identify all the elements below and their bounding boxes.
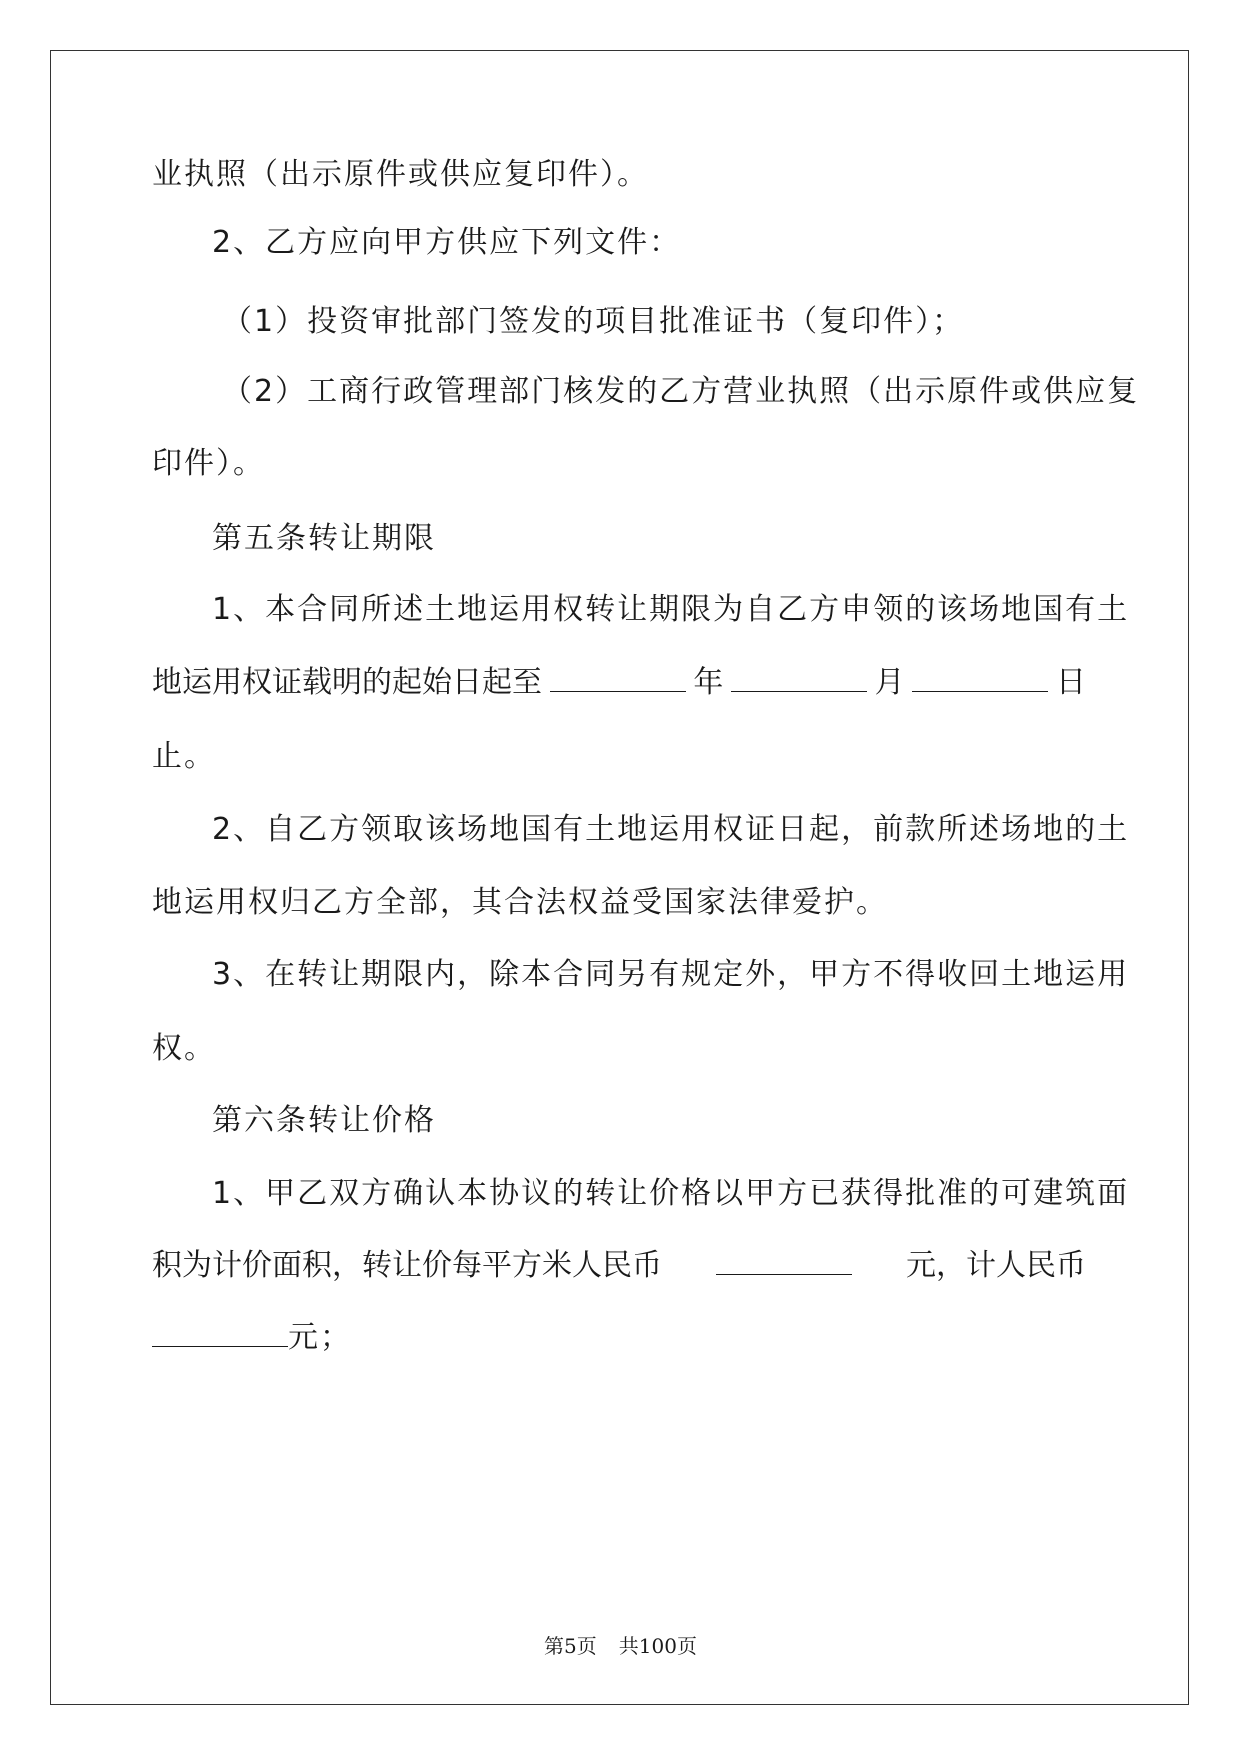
blank-field (550, 663, 686, 692)
paragraph-line: 1、本合同所述土地运用权转让期限为自乙方申领的该场地国有土 (212, 592, 1130, 627)
paragraph-line: 2、自乙方领取该场地国有土地运用权证日起，前款所述场地的土 (212, 812, 1130, 847)
blank-field (716, 1246, 852, 1275)
term-line (152, 663, 1086, 703)
blank-field (731, 663, 867, 692)
paragraph-line: 1、甲乙双方确认本协议的转让价格以甲方已获得批准的可建筑面 (212, 1176, 1130, 1211)
term-year-label: 年 (693, 665, 724, 700)
paragraph-line: 2、乙方应向甲方供应下列文件： (212, 225, 682, 260)
total-line (152, 1318, 352, 1358)
page-total: 共100页 (618, 1634, 697, 1658)
paragraph-line: 地运用权归乙方全部，其合法权益受国家法律爱护。 (152, 885, 888, 920)
blank-field (152, 1318, 288, 1347)
paragraph-line: （2）工商行政管理部门核发的乙方营业执照（出示原件或供应复 (222, 374, 1140, 409)
section-heading: 第五条转让期限 (212, 521, 436, 556)
term-month-label: 月 (874, 665, 905, 700)
page-border (50, 50, 1189, 1705)
section-heading: 第六条转让价格 (212, 1103, 436, 1138)
page-number: 第5页 (544, 1634, 597, 1658)
price-line (152, 1246, 1086, 1286)
total-suffix: 元； (288, 1320, 352, 1355)
paragraph-line: 业执照（出示原件或供应复印件）。 (152, 157, 649, 192)
price-unit-suffix: 元，计人民币 (906, 1248, 1086, 1283)
paragraph-line: （1）投资审批部门签发的项目批准证书（复印件）； (222, 304, 965, 339)
paragraph-line: 止。 (152, 739, 216, 774)
paragraph-line: 3、在转让期限内，除本合同另有规定外，甲方不得收回土地运用 (212, 957, 1130, 992)
term-day-label: 日 (1055, 665, 1086, 700)
paragraph-line: 权。 (152, 1031, 216, 1066)
term-prefix: 地运用权证载明的起始日起至 (152, 665, 542, 700)
page-footer (0, 1634, 1241, 1658)
blank-field (912, 663, 1048, 692)
price-prefix: 积为计价面积，转让价每平方米人民币 (152, 1248, 662, 1283)
paragraph-line: 印件）。 (152, 446, 265, 481)
